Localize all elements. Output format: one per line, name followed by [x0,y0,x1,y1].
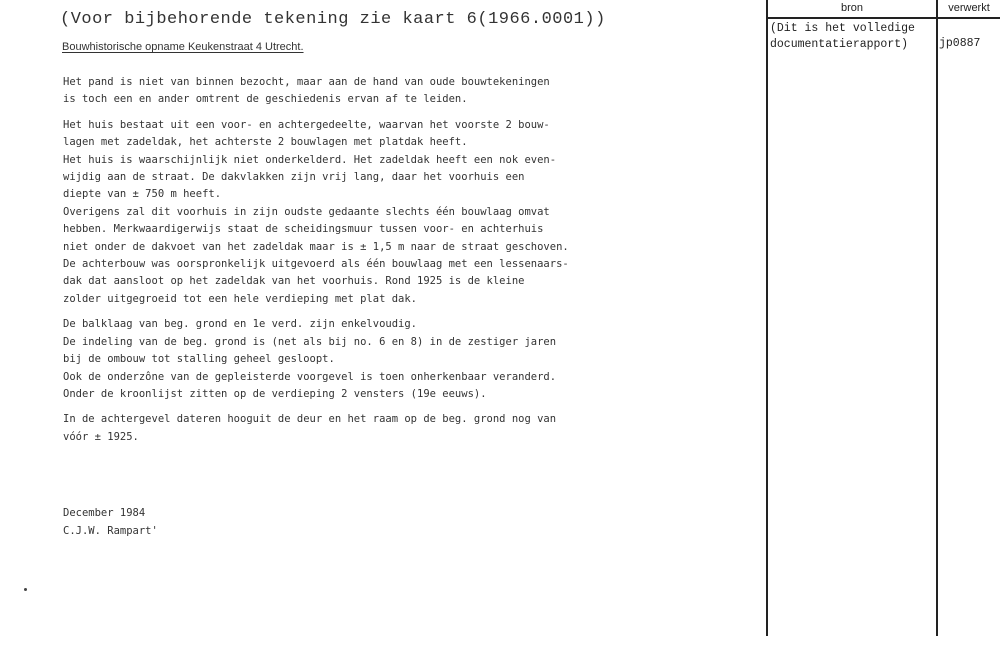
text-line: Het huis bestaat uit een voor- en achtergedeelte, waarvan het voorste 2 bouw- [63,118,550,131]
bron-column-header: bron [840,2,864,14]
text-line: Ook de onderzône van de gepleisterde voorgevel is toen onherkenbaar veranderd. [63,370,557,383]
text-line: zolder uitgegroeid tot een hele verdieping met plat dak. [63,292,418,305]
scan-speck [24,588,27,591]
document-author: C.J.W. Rampart' [63,525,158,537]
text-line: dak dat aansloot op het zadeldak van het voorhuis. Rond 1925 is de kleine [63,275,525,288]
document-date: December 1984 [63,507,146,519]
text-line: De balklaag van beg. grond en 1e verd. zijn enkelvoudig. [63,318,418,331]
bron-note-line: (Dit is het volledige [770,22,915,35]
paragraph-3 [63,316,563,403]
bron-note [770,21,915,53]
paragraph-4 [63,411,563,446]
text-line: lagen met zadeldak, het achterste 2 bouwlagen met platdak heeft. [63,136,468,149]
verwerkt-code: jp0887 [939,37,981,50]
document-heading: (Voor bijbehorende tekening zie kaart 6(1966.0001)) [60,10,606,29]
bron-column-divider [766,0,768,636]
verwerkt-column-header: verwerkt [948,2,990,14]
text-line: is toch een en ander omtrent de geschiedenis ervan af te leiden. [63,93,468,106]
bron-note-line: documentatierapport) [770,38,909,51]
text-line: niet onder de dakvoet van het zadeldak maar is ± 1,5 m naar de straat geschoven. [63,240,569,253]
text-line: Onder de kroonlijst zitten op de verdieping 2 vensters (19e eeuws). [63,387,487,400]
margin-header-rule [766,17,1000,19]
paragraph-1 [63,74,563,109]
signature-block [63,504,158,540]
text-line: In de achtergevel dateren hooguit de deur en het raam op de beg. grond nog van [63,413,557,426]
text-line: De achterbouw was oorspronkelijk uitgevoerd als één bouwlaag met een lessenaars- [63,258,569,271]
text-line: bij de ombouw tot stalling geheel gesloopt. [63,353,335,366]
text-line: Het huis is waarschijnlijk niet onderkelderd. Het zadeldak heeft een nok even- [63,153,557,166]
text-line: hebben. Merkwaardigerwijs staat de scheidingsmuur tussen voor- en achterhuis [63,223,544,236]
document-body [63,74,569,454]
text-line: wijdig aan de straat. De dakvlakken zijn vrij lang, daar het voorhuis een [63,171,525,184]
text-line: vóór ± 1925. [63,430,139,443]
verwerkt-column-divider [936,0,938,636]
text-line: Overigens zal dit voorhuis in zijn oudste gedaante slechts één bouwlaag omvat [63,205,550,218]
text-line: De indeling van de beg. grond is (net als bij no. 6 en 8) in de zestiger jaren [63,335,557,348]
paragraph-2 [63,117,569,308]
text-line: diepte van ± 750 m heeft. [63,188,222,201]
text-line: Het pand is niet van binnen bezocht, maar aan de hand van oude bouwtekeningen [63,76,550,88]
document-subheading: Bouwhistorische opname Keukenstraat 4 Utrecht. [62,41,304,53]
